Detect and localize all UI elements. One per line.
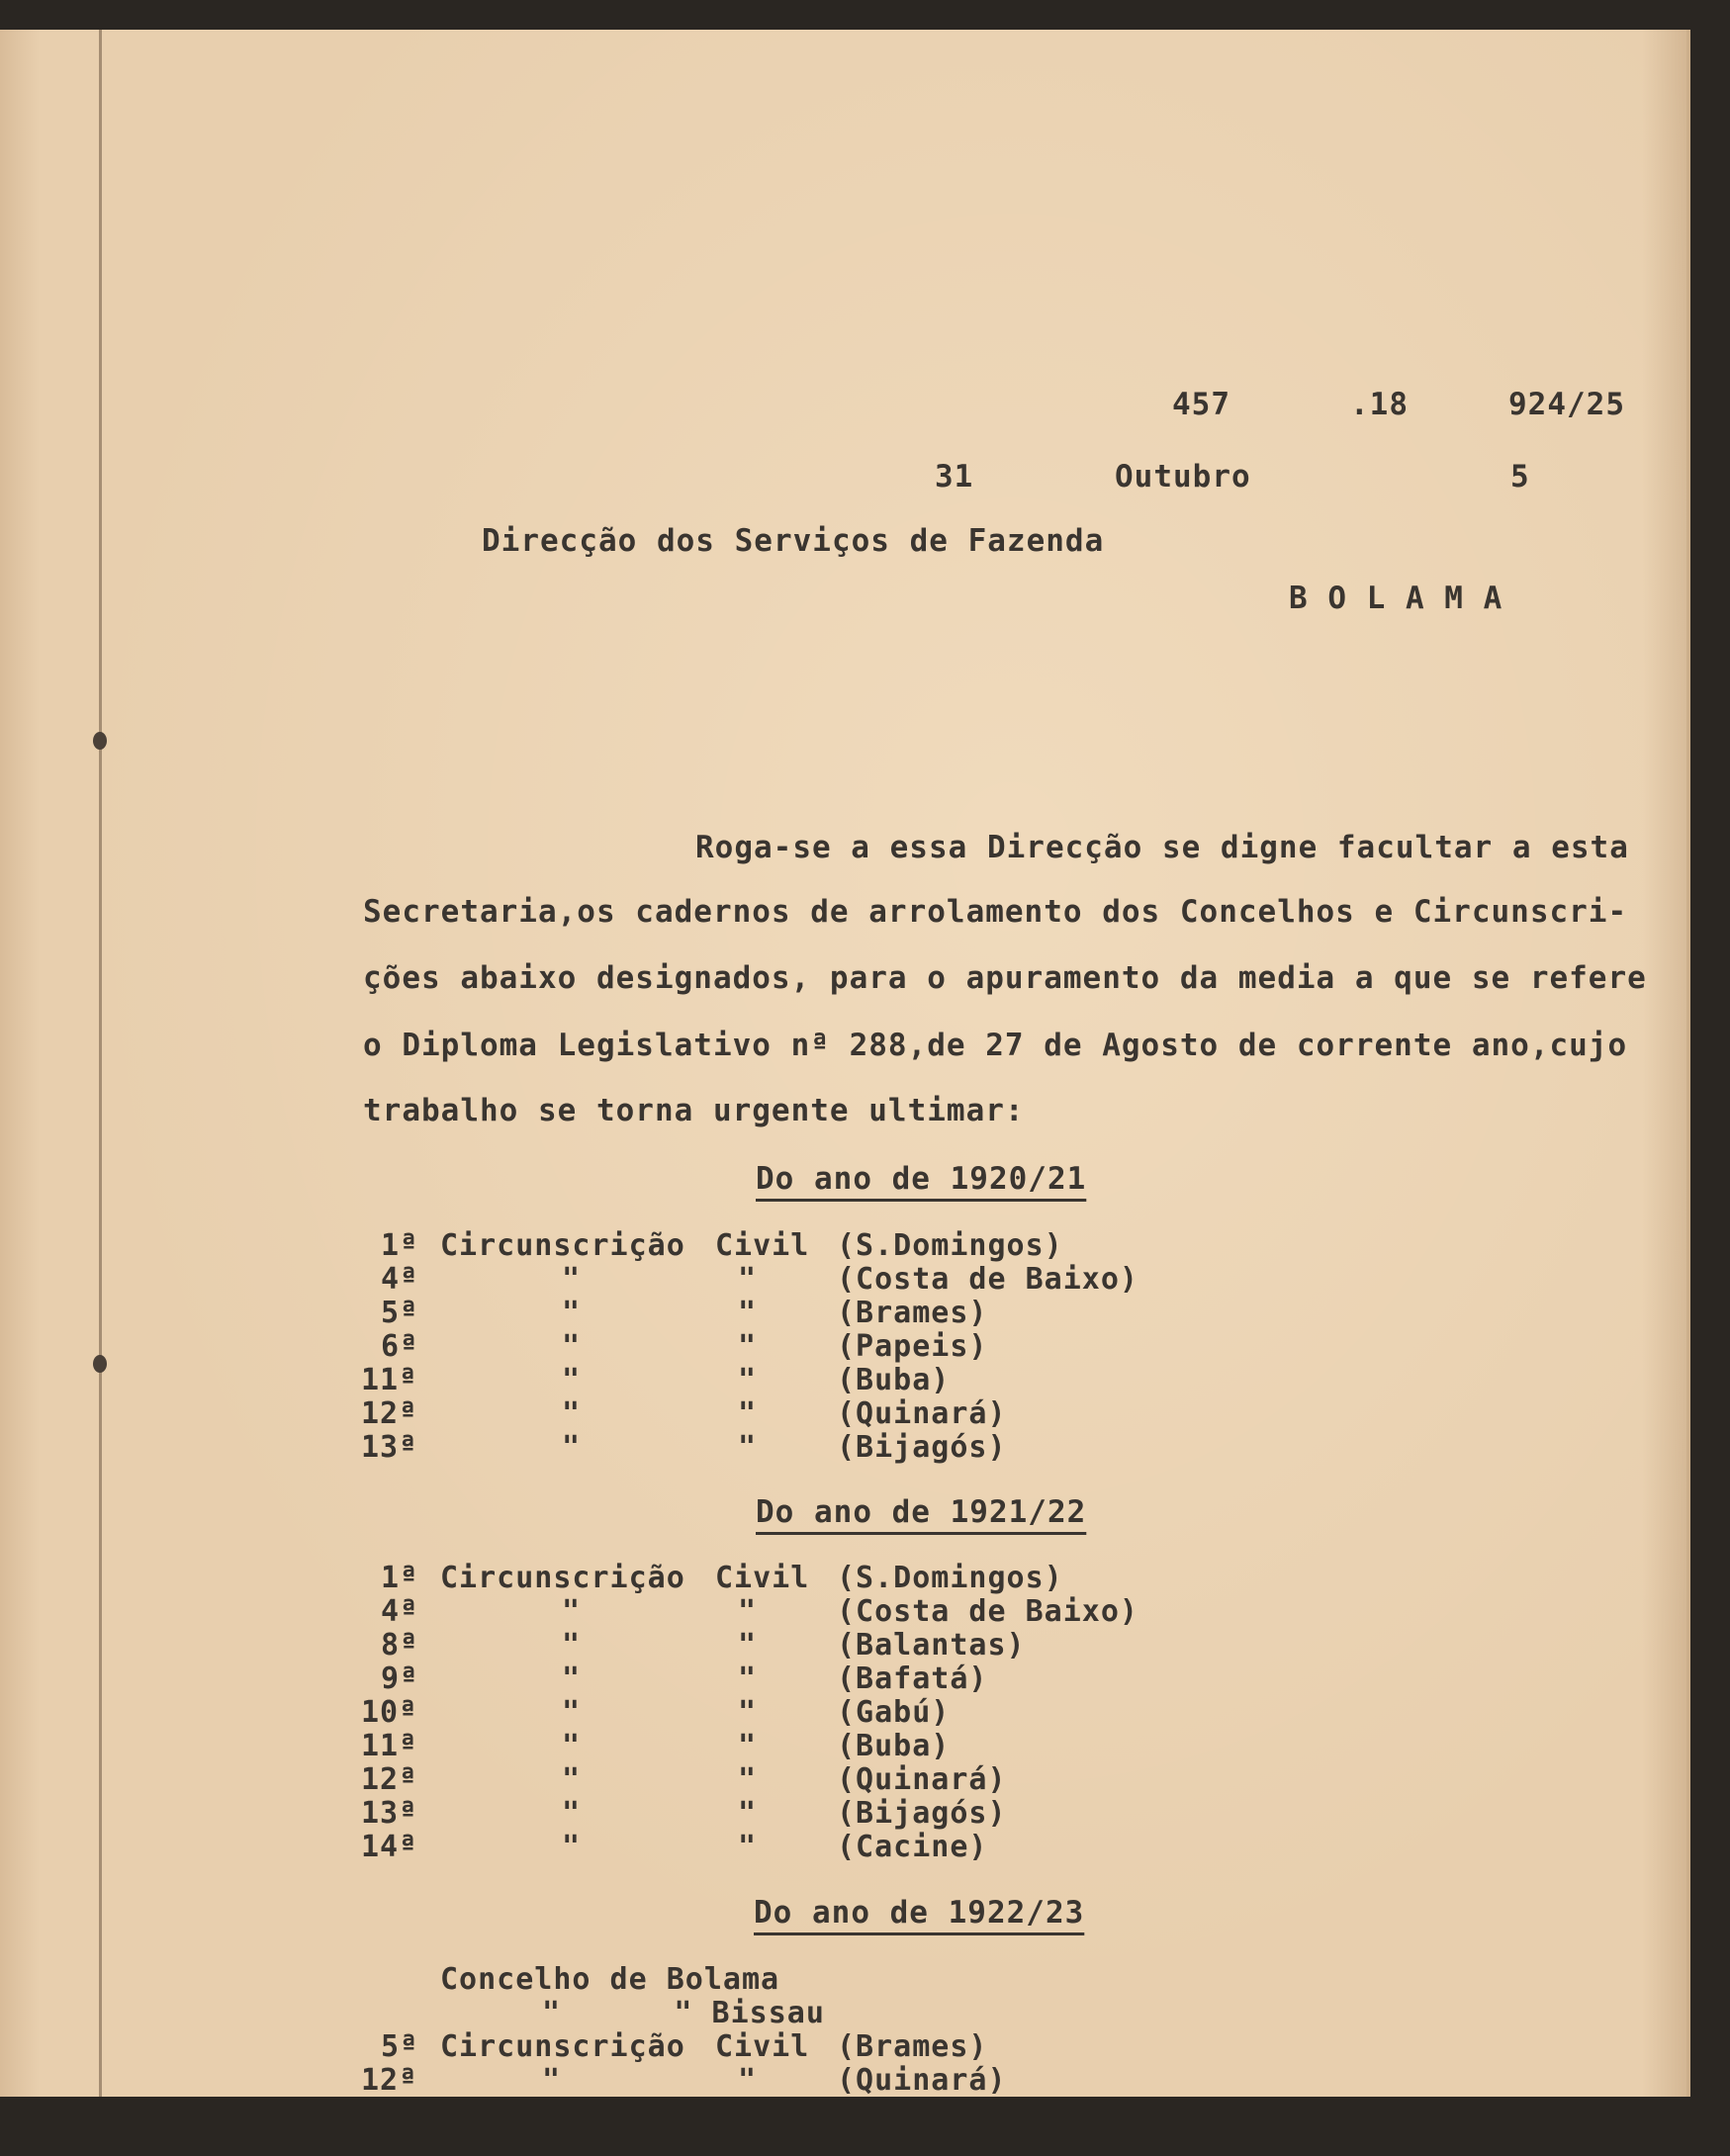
row-type: Circunscrição xyxy=(440,1228,685,1263)
section-heading: Do ano de 1921/22 xyxy=(756,1494,1087,1530)
row-number: 1ª xyxy=(381,1228,419,1263)
row-name: (Balantas) xyxy=(837,1628,1026,1662)
row-name: (Cacine) xyxy=(837,1830,988,1864)
row-name: (Quinará) xyxy=(837,1762,1007,1797)
row-ditto: " xyxy=(738,1628,758,1662)
row-ditto: " xyxy=(738,1830,758,1864)
row-ditto: " xyxy=(738,1396,758,1431)
row-name: (Papeis) xyxy=(837,1329,988,1364)
row-ditto: " xyxy=(738,1729,758,1763)
row-ditto: " xyxy=(738,1662,758,1696)
body-line: Secretaria,os cadernos de arrolamento dos Concelhos e Circunscri- xyxy=(363,894,1628,930)
concelho-line: Concelho de Bolama xyxy=(440,1962,780,1997)
body-line: o Diploma Legislativo nª 288,de 27 de Agosto de corrente ano,cujo xyxy=(363,1028,1628,1063)
row-type: Circunscrição xyxy=(440,1561,685,1595)
row-ditto: " xyxy=(738,2063,758,2098)
row-civil: Civil xyxy=(715,1561,810,1595)
header-day: 31 xyxy=(935,459,974,494)
row-name: (S.Domingos) xyxy=(837,1228,1063,1263)
header-year: 924/25 xyxy=(1508,387,1625,422)
row-ditto: " xyxy=(562,1430,582,1465)
row-number: 12ª xyxy=(361,1762,418,1797)
body-line: Roga-se a essa Direcção se digne facultar a esta xyxy=(695,830,1629,865)
row-ditto: " xyxy=(562,1662,582,1696)
row-ditto: " xyxy=(542,2063,562,2098)
binding-stitch xyxy=(93,1355,107,1373)
row-name: (Bijagós) xyxy=(837,1796,1007,1831)
row-number: 9ª xyxy=(381,1662,419,1696)
row-ditto: " xyxy=(562,1296,582,1330)
row-ditto: " xyxy=(562,1329,582,1364)
addressee-place: B O L A M A xyxy=(1289,581,1503,616)
header-ref: .18 xyxy=(1350,387,1409,422)
row-ditto: " xyxy=(562,1363,582,1397)
row-number: 8ª xyxy=(381,1628,419,1662)
row-ditto: " xyxy=(562,1830,582,1864)
row-name: (Gabú) xyxy=(837,1695,951,1730)
row-name: (Costa de Baixo) xyxy=(837,1262,1138,1297)
row-number: 12ª xyxy=(361,2063,418,2098)
body-line: ções abaixo designados, para o apuramento da media a que se refere xyxy=(363,960,1647,996)
row-ditto: " xyxy=(738,1695,758,1730)
row-ditto: " xyxy=(562,1396,582,1431)
row-number: 4ª xyxy=(381,1262,419,1297)
row-name: (Bijagós) xyxy=(837,1430,1007,1465)
section-heading: Do ano de 1922/23 xyxy=(754,1895,1085,1931)
row-name: (Bafatá) xyxy=(837,1662,988,1696)
row-ditto: " xyxy=(562,1762,582,1797)
row-ditto: " xyxy=(562,1729,582,1763)
row-number: 11ª xyxy=(361,1363,418,1397)
row-ditto: " xyxy=(738,1363,758,1397)
row-name: (Buba) xyxy=(837,1363,951,1397)
row-name: (Brames) xyxy=(837,2029,988,2064)
row-ditto: " xyxy=(738,1329,758,1364)
row-number: 4ª xyxy=(381,1594,419,1629)
row-name: (Buba) xyxy=(837,1729,951,1763)
binding-spine xyxy=(99,30,102,2097)
row-number: 12ª xyxy=(361,1396,418,1431)
row-ditto: " xyxy=(562,1262,582,1297)
body-line: trabalho se torna urgente ultimar: xyxy=(363,1093,1025,1128)
row-ditto: " xyxy=(738,1430,758,1465)
row-ditto: " xyxy=(738,1262,758,1297)
binding-stitch xyxy=(93,732,107,750)
row-ditto: " xyxy=(738,1762,758,1797)
header-number: 457 xyxy=(1172,387,1230,422)
row-ditto: " xyxy=(562,1796,582,1831)
row-ditto: " xyxy=(562,1695,582,1730)
row-name: (Quinará) xyxy=(837,1396,1007,1431)
row-name: (Costa de Baixo) xyxy=(837,1594,1138,1629)
header-item: 5 xyxy=(1510,459,1530,494)
row-number: 5ª xyxy=(381,2029,419,2064)
row-number: 5ª xyxy=(381,1296,419,1330)
row-ditto: " xyxy=(738,1796,758,1831)
row-number: 14ª xyxy=(361,1830,418,1864)
row-ditto: " xyxy=(562,1628,582,1662)
row-number: 6ª xyxy=(381,1329,419,1364)
row-ditto: " xyxy=(738,1594,758,1629)
concelho-line: " " Bissau xyxy=(542,1996,825,2030)
row-ditto: " xyxy=(562,1594,582,1629)
row-number: 13ª xyxy=(361,1796,418,1831)
row-civil: Civil xyxy=(715,2029,810,2064)
row-number: 10ª xyxy=(361,1695,418,1730)
row-name: (Brames) xyxy=(837,1296,988,1330)
row-name: (Quinará) xyxy=(837,2063,1007,2098)
section-heading: Do ano de 1920/21 xyxy=(756,1161,1087,1197)
header-month: Outubro xyxy=(1115,459,1251,494)
row-number: 13ª xyxy=(361,1430,418,1465)
row-ditto: " xyxy=(738,1296,758,1330)
row-type: Circunscrição xyxy=(440,2029,685,2064)
row-name: (S.Domingos) xyxy=(837,1561,1063,1595)
addressee-line: Direcção dos Serviços de Fazenda xyxy=(482,523,1105,559)
row-number: 1ª xyxy=(381,1561,419,1595)
row-civil: Civil xyxy=(715,1228,810,1263)
row-number: 11ª xyxy=(361,1729,418,1763)
